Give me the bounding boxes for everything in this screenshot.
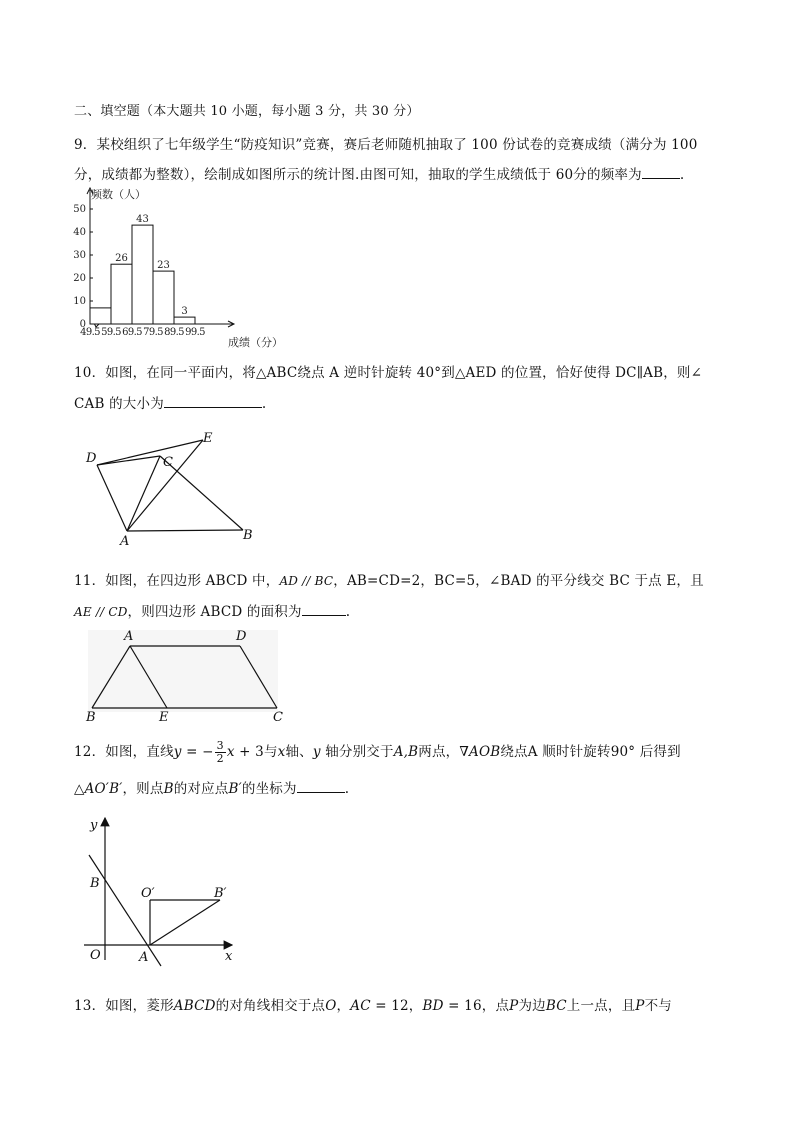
q13-text-c: ， xyxy=(336,998,351,1014)
q11-label-E: E xyxy=(159,710,169,725)
q10-segment-DA xyxy=(97,465,127,531)
x-tick-label: 99.5 xyxy=(185,327,205,338)
q13-ac: AC xyxy=(350,998,371,1014)
q12-x-var: x xyxy=(277,744,286,760)
q13-p1: P xyxy=(509,998,519,1014)
q9-line-1: 9．某校组织了七年级学生“防疫知识”竞赛，赛后老师随机抽取了 100 份试卷的竞赛成绩（满分为 100 xyxy=(74,137,698,153)
q11-text-b: ，AB=CD=2，BC=5，∠BAD 的平分线交 BC 于点 E，且 xyxy=(333,573,704,589)
y-tick-label: 10 xyxy=(73,296,86,307)
x-axis-label: 成绩（分） xyxy=(228,336,283,349)
histogram-chart xyxy=(68,184,283,354)
bar-data-label: 3 xyxy=(181,306,188,318)
bar-data-label: 26 xyxy=(115,253,128,265)
q12-answer-blank[interactable] xyxy=(297,780,345,793)
q12-deg: 90° xyxy=(610,744,636,760)
q12-label-O: O xyxy=(90,948,101,963)
q10-end: . xyxy=(261,396,267,412)
q12-text-b: 与 xyxy=(263,744,278,760)
q12-eq-x: x xyxy=(226,744,235,760)
q13-text-e: = 16，点 xyxy=(443,998,510,1014)
q12-text-a: 12．如图，直线 xyxy=(74,744,174,760)
q11-text-c: ，则四边形 ABCD 的面积为 xyxy=(127,604,302,620)
histogram-bar xyxy=(90,308,111,324)
q13-text-f: 为边 xyxy=(518,998,546,1014)
q10-label-E: E xyxy=(203,431,213,446)
y-tick-label: 50 xyxy=(73,204,86,215)
q13-text-d: = 12， xyxy=(370,998,423,1014)
q11-answer-blank[interactable] xyxy=(302,603,346,616)
q13-o: O xyxy=(325,998,337,1014)
q11-end: . xyxy=(345,604,351,620)
q11-label-B: B xyxy=(86,710,96,725)
q12-text-g: 后得到 xyxy=(635,744,681,760)
histogram-bar xyxy=(132,225,153,324)
q12-text-k: 的坐标为 xyxy=(241,781,297,797)
q13-bd: BD xyxy=(422,998,444,1014)
q9-answer-blank[interactable] xyxy=(642,166,680,179)
q13-p2: P xyxy=(635,998,645,1014)
q10-segment-DE xyxy=(97,440,203,465)
q11-math-ae-cd: AE // CD xyxy=(74,605,128,619)
x-tick-label: 89.5 xyxy=(164,327,184,338)
q10-label-D: D xyxy=(86,451,97,466)
q9-line-2 xyxy=(74,163,684,183)
q12-end: . xyxy=(344,781,350,797)
y-tick-label: 0 xyxy=(79,319,86,330)
q11-line-1 xyxy=(74,569,704,589)
q10-figure xyxy=(80,428,270,548)
histogram-bar xyxy=(153,271,174,324)
q12-segment-AB-prime xyxy=(150,900,220,945)
q12-label-x: x xyxy=(225,949,233,964)
q11-label-A: A xyxy=(124,629,134,644)
q12-pts-ab: A,B xyxy=(393,744,419,760)
q12-eq-mid: = − xyxy=(181,744,214,760)
q12-fraction xyxy=(215,740,226,765)
bar-data-label: 23 xyxy=(157,260,170,272)
q11-math-ad-bc: AD // BC xyxy=(279,574,334,588)
q13-abcd: ABCD xyxy=(173,998,216,1014)
x-tick-label: 79.5 xyxy=(143,327,163,338)
q10-line-2 xyxy=(74,392,266,412)
q13-text-b: 的对角线相交于点 xyxy=(215,998,326,1014)
q12-text-h: △ xyxy=(74,781,85,797)
q12-frac-den: 2 xyxy=(216,752,224,765)
y-axis-label: 频数（人） xyxy=(91,188,146,201)
q12-pt-bp: B′ xyxy=(228,781,242,797)
q13-text-h: 不与 xyxy=(644,998,672,1014)
histogram-bar xyxy=(111,264,132,324)
bar-data-label: 43 xyxy=(136,214,149,226)
q10-text: CAB 的大小为 xyxy=(74,396,164,412)
x-tick-label: 69.5 xyxy=(122,327,142,338)
q10-answer-blank[interactable] xyxy=(164,395,262,408)
q11-label-C: C xyxy=(273,710,283,725)
q9-end: . xyxy=(679,167,685,183)
q12-text-f: 绕点A 顺时针旋转 xyxy=(500,744,611,760)
q12-text-c: 轴、 xyxy=(285,744,313,760)
q12-label-A: A xyxy=(139,950,149,965)
q10-segment-AE xyxy=(127,440,203,531)
q12-text-i: ，则点 xyxy=(122,781,164,797)
q10-line-1: 10．如图，在同一平面内，将△ABC绕点 A 逆时针旋转 40°到△AED 的位置，恰好使得 DC∥AB，则∠ xyxy=(74,365,703,381)
q12-label-y: y xyxy=(90,818,98,833)
q12-tri-img: AO′B′ xyxy=(84,781,123,797)
q12-tri-aob: ∇AOB xyxy=(459,744,501,760)
q12-label-B: B xyxy=(90,876,100,891)
q12-text-j: 的对应点 xyxy=(173,781,229,797)
q12-eq-tail: + 3 xyxy=(234,744,264,760)
q11-figure xyxy=(82,626,302,726)
q12-eq-y: y xyxy=(173,744,182,760)
q12-figure xyxy=(80,812,250,972)
x-tick-label: 59.5 xyxy=(101,327,121,338)
q10-label-C: C xyxy=(163,455,173,470)
q10-label-A: A xyxy=(120,534,130,549)
q12-label-B-prime: B′ xyxy=(214,886,227,901)
q12-text-d: 轴分别交于 xyxy=(320,744,394,760)
q12-label-O-prime: O′ xyxy=(141,886,155,901)
q12-text-e: 两点， xyxy=(418,744,460,760)
q11-line-2 xyxy=(74,600,350,620)
y-tick-label: 30 xyxy=(73,250,86,261)
histogram-bar xyxy=(174,317,195,324)
q12-line-2 xyxy=(74,777,349,797)
q10-segment-AB xyxy=(127,530,243,531)
q13-bc: BC xyxy=(545,998,567,1014)
x-tick-label: 49.5 xyxy=(80,327,100,338)
q13-text-a: 13．如图，菱形 xyxy=(74,998,174,1014)
q12-pt-b: B xyxy=(163,781,174,797)
q11-label-D: D xyxy=(236,629,247,644)
y-tick-label: 40 xyxy=(73,227,86,238)
q10-label-B: B xyxy=(243,528,253,543)
q12-y-var: y xyxy=(312,744,321,760)
y-tick-label: 20 xyxy=(73,273,86,284)
q12-frac-num: 3 xyxy=(216,739,224,752)
q9-text: 分，成绩都为整数），绘制成如图所示的统计图.由图可知，抽取的学生成绩低于 60分的频率为 xyxy=(74,167,642,183)
q13-text-g: 上一点，且 xyxy=(566,998,636,1014)
q11-text-a: 11．如图，在四边形 ABCD 中， xyxy=(74,573,280,589)
q12-line-1 xyxy=(74,740,681,774)
q11-figure-bg xyxy=(88,630,278,712)
q10-segment-AC xyxy=(127,456,160,531)
section-heading: 二、填空题（本大题共 10 小题，每小题 3 分，共 30 分） xyxy=(74,104,420,119)
q13-line-1 xyxy=(74,994,672,1014)
